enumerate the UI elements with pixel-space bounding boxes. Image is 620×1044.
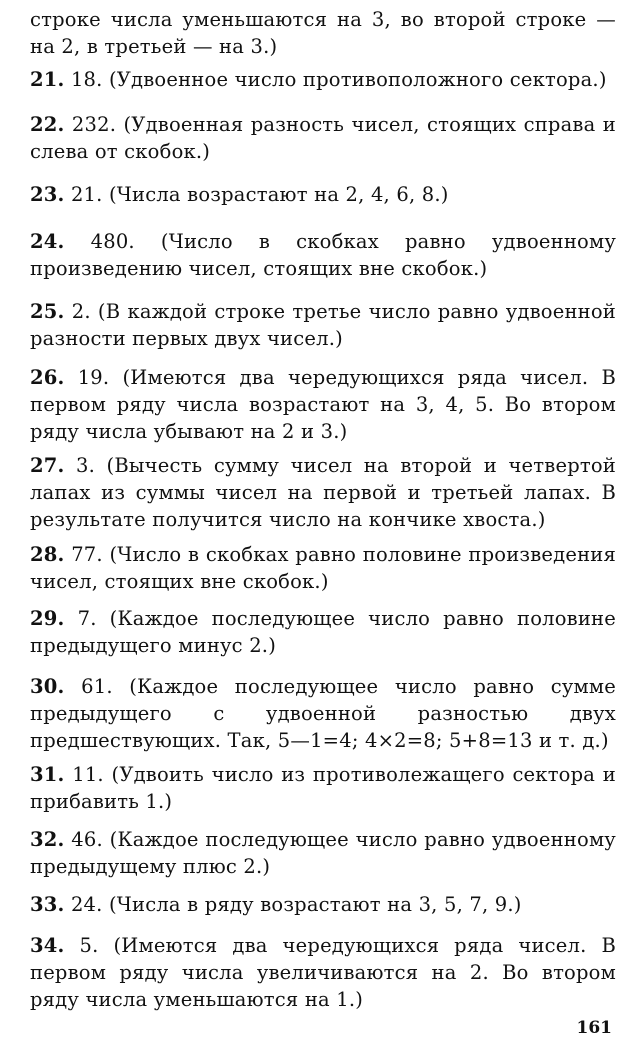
answer-text: 2. (В каждой строке третье число равно удвоенной разности первых двух чисел.) <box>30 300 616 350</box>
answer-text: 11. (Удвоить число из противолежащего сектора и прибавить 1.) <box>30 763 616 813</box>
answer-text: 46. (Каждое последующее число равно удвоенному предыдущему плюс 2.) <box>30 828 616 878</box>
answer-item <box>30 298 616 352</box>
answer-number: 28. <box>30 543 65 566</box>
answer-item <box>30 452 616 533</box>
answer-number: 25. <box>30 300 65 323</box>
page-number: 161 <box>576 1018 612 1038</box>
answer-item <box>30 761 616 815</box>
answer-text: 21. (Числа возрастают на 2, 4, 6, 8.) <box>70 183 449 206</box>
answer-number: 23. <box>30 183 65 206</box>
answer-text: 5. (Имеются два чередующихся ряда чисел. В первом ряду числа увеличиваются на 2. Во втором ряду числа уменьшаются на 1.) <box>30 934 616 1011</box>
answer-number: 21. <box>30 68 65 91</box>
answer-item <box>30 932 616 1013</box>
answer-text: 480. (Число в скобках равно удвоенному произведению чисел, стоящих вне скобок.) <box>30 230 616 280</box>
answer-number: 27. <box>30 454 65 477</box>
answer-item <box>30 181 616 208</box>
answer-item <box>30 673 616 754</box>
answer-text: 61. (Каждое последующее число равно сумме предыдущего с удвоенной разностью двух предшествующих. Так, 5—1=4; 4×2=8; 5+8=13 и т. д.) <box>30 675 616 752</box>
intro-paragraph <box>30 6 616 60</box>
answer-text: 7. (Каждое последующее число равно половине предыдущего минус 2.) <box>30 607 616 657</box>
answer-number: 33. <box>30 893 65 916</box>
answer-number: 29. <box>30 607 65 630</box>
answer-item <box>30 891 616 918</box>
answer-text: 24. (Числа в ряду возрастают на 3, 5, 7, 9.) <box>70 893 522 916</box>
answer-text: 18. (Удвоенное число противоположного сектора.) <box>70 68 607 91</box>
answer-item <box>30 228 616 282</box>
answer-text: 77. (Число в скобках равно половине произведения чисел, стоящих вне скобок.) <box>30 543 616 593</box>
answer-text: 19. (Имеются два чередующихся ряда чисел. В первом ряду числа возрастают на 3, 4, 5. Во втором ряду числа убывают на 2 и 3.) <box>30 366 616 443</box>
answer-number: 31. <box>30 763 65 786</box>
answer-item <box>30 826 616 880</box>
answer-item <box>30 66 616 93</box>
answer-item <box>30 541 616 595</box>
answer-text: 232. (Удвоенная разность чисел, стоящих справа и слева от скобок.) <box>30 113 616 163</box>
intro-text: строке числа уменьшаются на 3, во второй строке — на 2, в третьей — на 3.) <box>30 8 616 58</box>
answer-number: 26. <box>30 366 65 389</box>
answer-item <box>30 111 616 165</box>
answer-number: 30. <box>30 675 65 698</box>
answer-text: 3. (Вычесть сумму чисел на второй и четвертой лапах из суммы чисел на первой и третьей лапах. В результате получится число на кончике хвоста.) <box>30 454 616 531</box>
answer-number: 24. <box>30 230 65 253</box>
answer-number: 34. <box>30 934 65 957</box>
answer-number: 32. <box>30 828 65 851</box>
answer-item <box>30 605 616 659</box>
answer-number: 22. <box>30 113 65 136</box>
answer-item <box>30 364 616 445</box>
